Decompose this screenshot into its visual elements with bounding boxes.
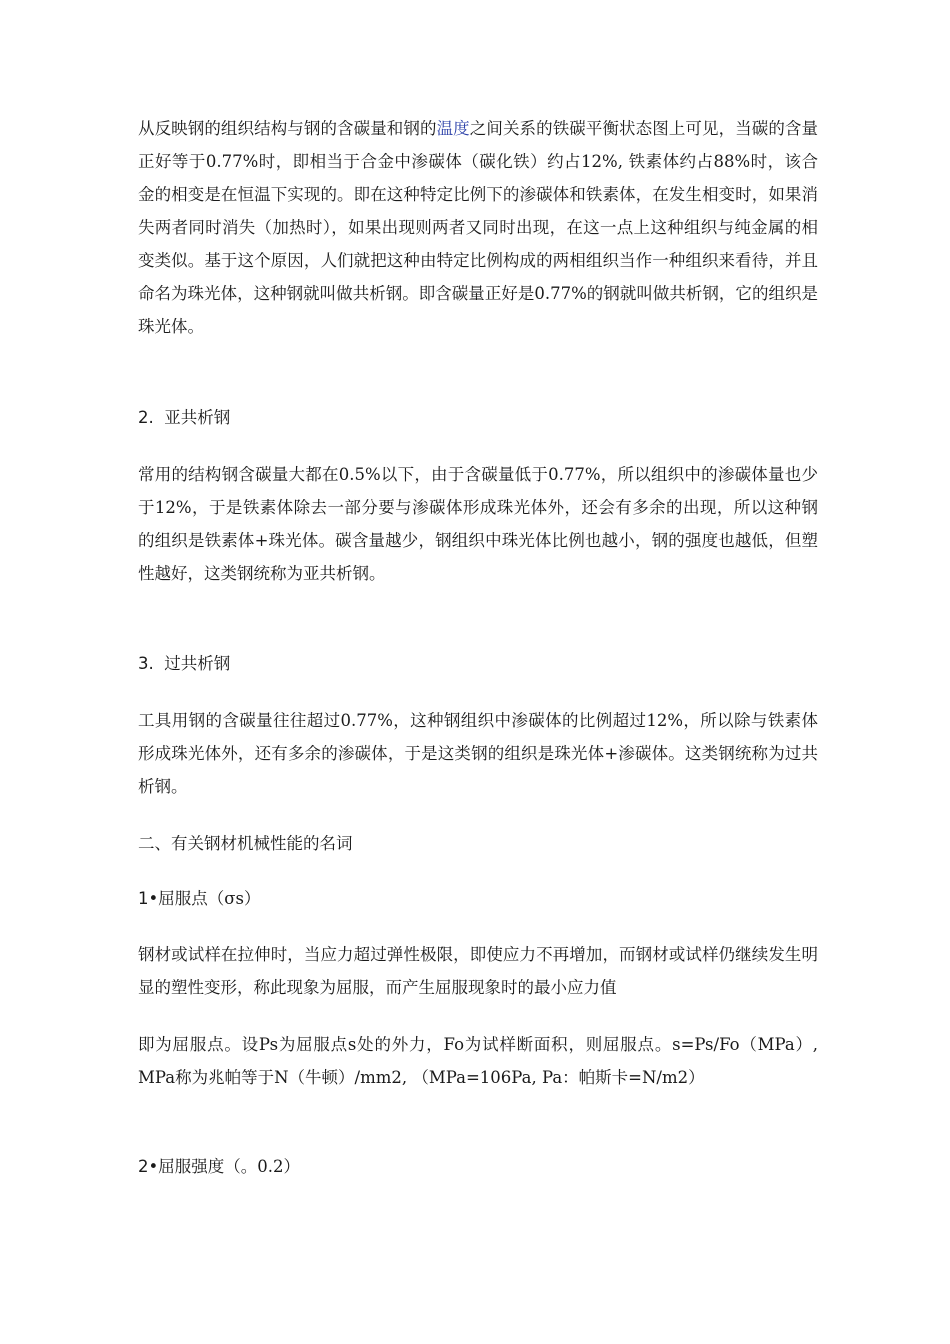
section-heading-hypereutectoid <box>138 652 230 676</box>
paragraph-yield-point-b <box>138 1028 818 1094</box>
paragraph-eutectoid-steel <box>138 112 818 343</box>
item1-body-a: 钢材或试样在拉伸时，当应力超过弹性极限，即使应力不再增加，而钢材或试样仍继续发生明显的塑性变形，称此现象为屈服，而产生屈服现象时的最小应力值 <box>138 945 818 997</box>
section2-body: 常用的结构钢含碳量大都在0.5%以下，由于含碳量低于0.77%，所以组织中的渗碳体量也少于12%，于是铁素体除去一部分要与渗碳体形成珠光体外，还会有多余的出现，所以这种钢的组织是铁素体+珠光体。碳含量越少，钢组织中珠光体比例也越小，钢的强度也越低，但塑性越好，这类钢统称为亚共析钢。 <box>138 465 818 583</box>
chapter-heading-mechanical-properties <box>138 832 353 856</box>
chapter-title: 二、有关钢材机械性能的名词 <box>138 834 353 853</box>
paragraph-hypoeutectoid-steel <box>138 458 818 590</box>
item-title: 屈服点（σs） <box>158 889 261 908</box>
section-title: 亚共析钢 <box>164 408 231 427</box>
section-number: 3. <box>138 654 154 673</box>
para1-text-before: 从反映钢的组织结构与钢的含碳量和钢的 <box>138 119 437 138</box>
section-title: 过共析钢 <box>164 654 231 673</box>
paragraph-yield-point-a <box>138 938 818 1004</box>
item-title: 屈服强度（。0.2） <box>158 1157 300 1176</box>
section3-body: 工具用钢的含碳量往往超过0.77%，这种钢组织中渗碳体的比例超过12%，所以除与铁素体形成珠光体外，还有多余的渗碳体，于是这类钢的组织是珠光体+渗碳体。这类钢统称为过共析钢。 <box>138 711 818 796</box>
para1-text-after: 之间关系的铁碳平衡状态图上可见，当碳的含量正好等于0.77%时，即相当于合金中渗碳体（碳化铁）约占12%, 铁素体约占88%时，该合金的相变是在恒温下实现的。即在这种特定比例下的渗碳体和铁素体，在发生相变时，如果消失两者同时消失（加热时），如果出现则两者又同时出现，在这一点上这种组织与纯金属的相变类似。基于这个原因，人们就把这种由特定比例构成的两相组织当作一种组织来看待，并且命名为珠光体，这种钢就叫做共析钢。即含碳量正好是0.77%的钢就叫做共析钢，它的组织是珠光体。 <box>138 119 819 336</box>
temperature-link[interactable]: 温度 <box>436 119 470 138</box>
paragraph-hypereutectoid-steel <box>138 704 818 803</box>
item-number: 1• <box>138 889 159 908</box>
item1-body-b: 即为屈服点。设Ps为屈服点s处的外力，Fo为试样断面积，则屈服点。s=Ps/Fo（MPa）, MPa称为兆帕等于N（牛顿）/mm2, （MPa=106Pa, Pa：帕斯卡=N/m2） <box>138 1035 818 1087</box>
item-heading-yield-point <box>138 887 260 911</box>
section-number: 2. <box>138 408 154 427</box>
item-number: 2• <box>138 1157 159 1176</box>
item-heading-yield-strength <box>138 1155 300 1179</box>
section-heading-hypoeutectoid <box>138 406 230 430</box>
